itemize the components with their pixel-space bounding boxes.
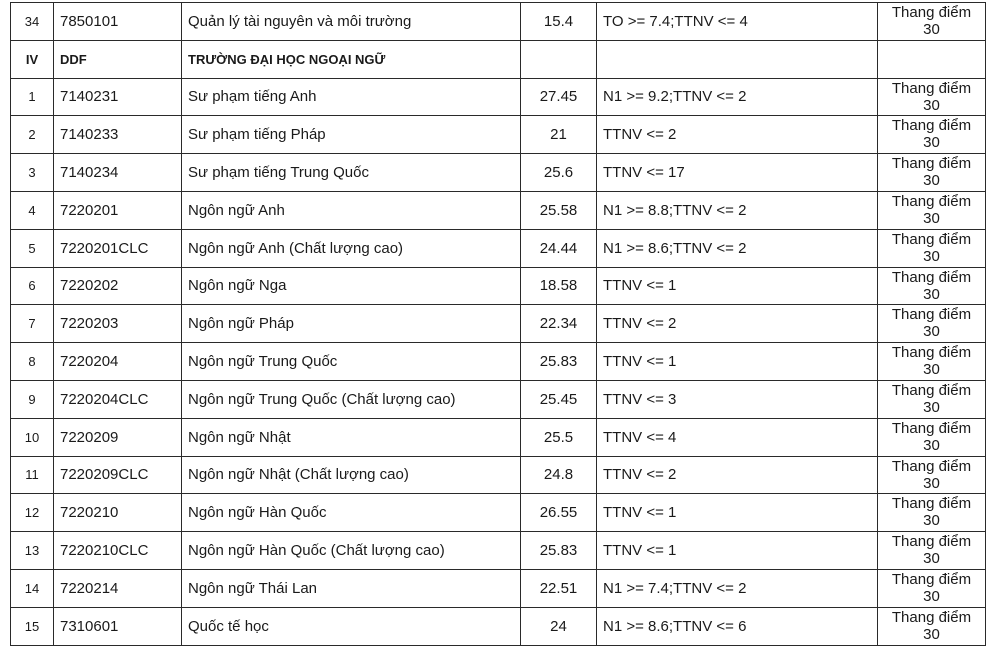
cell-note: Thang điểm 30	[878, 267, 986, 305]
cell-major-code: 7310601	[54, 607, 182, 645]
section-row	[11, 40, 986, 78]
cell-condition: N1 >= 9.2;TTNV <= 2	[597, 78, 878, 116]
cell-major-name: Sư phạm tiếng Anh	[182, 78, 521, 116]
cell-major-name: Ngôn ngữ Hàn Quốc (Chất lượng cao)	[182, 532, 521, 570]
cell-stt: 14	[11, 569, 54, 607]
cell-condition: TTNV <= 4	[597, 418, 878, 456]
cell-note: Thang điểm 30	[878, 380, 986, 418]
cell-condition: N1 >= 7.4;TTNV <= 2	[597, 569, 878, 607]
cell-score: 25.83	[521, 343, 597, 381]
cell-major-name: Ngôn ngữ Hàn Quốc	[182, 494, 521, 532]
cell-condition	[597, 40, 878, 78]
cell-note	[878, 40, 986, 78]
cell-major-code: 7140233	[54, 116, 182, 154]
cell-condition: TTNV <= 2	[597, 305, 878, 343]
cell-condition: TTNV <= 1	[597, 267, 878, 305]
table-body	[11, 3, 986, 646]
admission-score-table	[10, 2, 986, 646]
cell-major-name: Sư phạm tiếng Pháp	[182, 116, 521, 154]
cell-note: Thang điểm 30	[878, 418, 986, 456]
cell-stt: 8	[11, 343, 54, 381]
cell-major-name: Ngôn ngữ Nhật	[182, 418, 521, 456]
cell-major-name: Sư phạm tiếng Trung Quốc	[182, 154, 521, 192]
cell-note: Thang điểm 30	[878, 154, 986, 192]
cell-score	[521, 40, 597, 78]
cell-major-code: 7220204CLC	[54, 380, 182, 418]
cell-stt: 3	[11, 154, 54, 192]
cell-major-code: 7220209	[54, 418, 182, 456]
cell-major-code: 7220210	[54, 494, 182, 532]
table-row	[11, 456, 986, 494]
cell-major-name: Ngôn ngữ Anh	[182, 191, 521, 229]
cell-major-name: Quốc tế học	[182, 607, 521, 645]
cell-stt: 11	[11, 456, 54, 494]
cell-condition: N1 >= 8.8;TTNV <= 2	[597, 191, 878, 229]
table-row	[11, 154, 986, 192]
cell-major-name: Ngôn ngữ Trung Quốc	[182, 343, 521, 381]
cell-score: 25.83	[521, 532, 597, 570]
cell-condition: TTNV <= 1	[597, 532, 878, 570]
cell-note: Thang điểm 30	[878, 305, 986, 343]
cell-note: Thang điểm 30	[878, 456, 986, 494]
cell-condition: TTNV <= 17	[597, 154, 878, 192]
cell-score: 21	[521, 116, 597, 154]
table-row	[11, 305, 986, 343]
cell-score: 27.45	[521, 78, 597, 116]
table-row	[11, 267, 986, 305]
cell-condition: TTNV <= 3	[597, 380, 878, 418]
cell-major-code: 7140231	[54, 78, 182, 116]
cell-note: Thang điểm 30	[878, 116, 986, 154]
cell-condition: TTNV <= 2	[597, 116, 878, 154]
cell-score: 18.58	[521, 267, 597, 305]
table-row	[11, 494, 986, 532]
table-row	[11, 607, 986, 645]
cell-condition: TTNV <= 1	[597, 343, 878, 381]
cell-stt: 9	[11, 380, 54, 418]
cell-major-code: 7220209CLC	[54, 456, 182, 494]
table-row	[11, 116, 986, 154]
table-row	[11, 78, 986, 116]
cell-score: 25.6	[521, 154, 597, 192]
table-row	[11, 380, 986, 418]
table-row	[11, 569, 986, 607]
cell-major-name: Quản lý tài nguyên và môi trường	[182, 3, 521, 41]
cell-note: Thang điểm 30	[878, 532, 986, 570]
cell-major-code: 7220202	[54, 267, 182, 305]
cell-note: Thang điểm 30	[878, 343, 986, 381]
cell-stt: 13	[11, 532, 54, 570]
cell-note: Thang điểm 30	[878, 229, 986, 267]
cell-stt: 34	[11, 3, 54, 41]
cell-stt: 15	[11, 607, 54, 645]
cell-stt: 10	[11, 418, 54, 456]
cell-stt: 4	[11, 191, 54, 229]
cell-note: Thang điểm 30	[878, 78, 986, 116]
cell-major-name: Ngôn ngữ Nhật (Chất lượng cao)	[182, 456, 521, 494]
table-row	[11, 191, 986, 229]
table-row	[11, 229, 986, 267]
cell-major-code: 7140234	[54, 154, 182, 192]
cell-major-name: Ngôn ngữ Thái Lan	[182, 569, 521, 607]
cell-stt: IV	[11, 40, 54, 78]
cell-major-code: 7220203	[54, 305, 182, 343]
cell-score: 24	[521, 607, 597, 645]
cell-stt: 7	[11, 305, 54, 343]
cell-stt: 12	[11, 494, 54, 532]
cell-score: 24.44	[521, 229, 597, 267]
cell-score: 25.58	[521, 191, 597, 229]
table-row	[11, 532, 986, 570]
table-row	[11, 418, 986, 456]
cell-major-name: Ngôn ngữ Pháp	[182, 305, 521, 343]
cell-condition: N1 >= 8.6;TTNV <= 6	[597, 607, 878, 645]
cell-note: Thang điểm 30	[878, 3, 986, 41]
cell-condition: TTNV <= 2	[597, 456, 878, 494]
cell-major-code: 7850101	[54, 3, 182, 41]
cell-note: Thang điểm 30	[878, 191, 986, 229]
cell-major-name: Ngôn ngữ Nga	[182, 267, 521, 305]
cell-major-code: 7220201	[54, 191, 182, 229]
cell-major-code: DDF	[54, 40, 182, 78]
cell-note: Thang điểm 30	[878, 607, 986, 645]
cell-score: 26.55	[521, 494, 597, 532]
cell-condition: TO >= 7.4;TTNV <= 4	[597, 3, 878, 41]
cell-major-name: TRƯỜNG ĐẠI HỌC NGOẠI NGỮ	[182, 40, 521, 78]
cell-score: 25.45	[521, 380, 597, 418]
cell-condition: N1 >= 8.6;TTNV <= 2	[597, 229, 878, 267]
cell-stt: 1	[11, 78, 54, 116]
cell-stt: 2	[11, 116, 54, 154]
cell-score: 22.51	[521, 569, 597, 607]
table-row	[11, 3, 986, 41]
cell-major-code: 7220210CLC	[54, 532, 182, 570]
cell-major-code: 7220214	[54, 569, 182, 607]
cell-condition: TTNV <= 1	[597, 494, 878, 532]
cell-major-code: 7220204	[54, 343, 182, 381]
cell-score: 15.4	[521, 3, 597, 41]
cell-score: 24.8	[521, 456, 597, 494]
cell-score: 25.5	[521, 418, 597, 456]
cell-stt: 6	[11, 267, 54, 305]
cell-score: 22.34	[521, 305, 597, 343]
cell-major-code: 7220201CLC	[54, 229, 182, 267]
cell-major-name: Ngôn ngữ Anh (Chất lượng cao)	[182, 229, 521, 267]
cell-stt: 5	[11, 229, 54, 267]
cell-note: Thang điểm 30	[878, 569, 986, 607]
cell-major-name: Ngôn ngữ Trung Quốc (Chất lượng cao)	[182, 380, 521, 418]
cell-note: Thang điểm 30	[878, 494, 986, 532]
table-row	[11, 343, 986, 381]
